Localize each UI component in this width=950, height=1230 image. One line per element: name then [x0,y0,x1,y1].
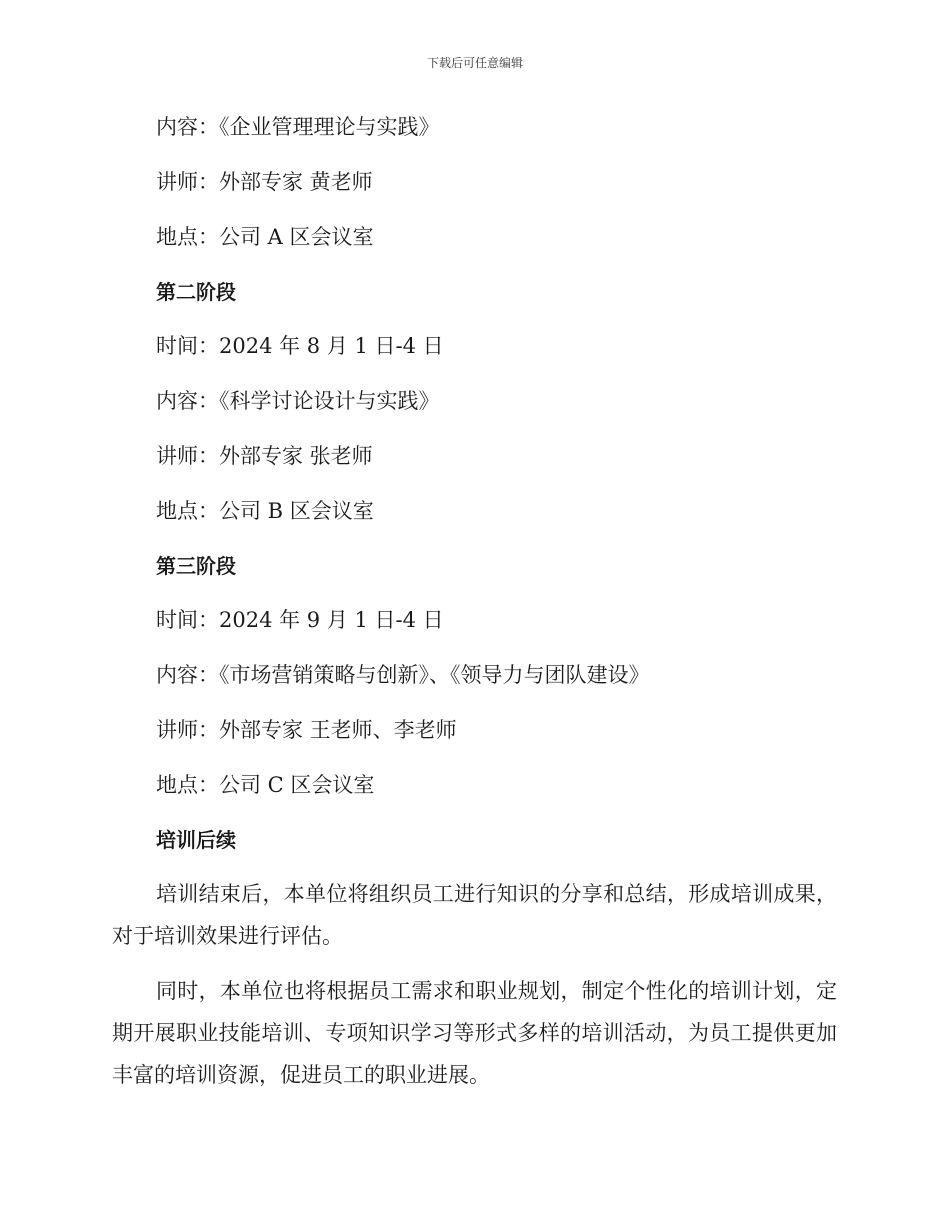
followup-paragraph-2: 同时，本单位也将根据员工需求和职业规划，制定个性化的培训计划，定期开展职业技能培训、专项知识学习等形式多样的培训活动，为员工提供更加丰富的培训资源，促进员工的职业进展。 [112,979,837,1087]
header-note: 下载后可任意编辑 [426,56,523,70]
stage2-time: 时间：2024 年 8 月 1 日-4 日 [156,334,444,358]
followup-paragraph-1: 培训结束后，本单位将组织员工进行知识的分享和总结，形成培训成果，对于培训效果进行评估。 [112,882,837,948]
stage3-lecturer: 讲师：外部专家 王老师、李老师 [156,718,457,742]
stage2-content: 内容：《科学讨论设计与实践》 [156,389,440,413]
stage3-time: 时间：2024 年 9 月 1 日-4 日 [156,608,444,632]
stage1-lecturer: 讲师：外部专家 黄老师 [156,170,373,194]
stage3-content: 内容：《市场营销策略与创新》、《领导力与团队建设》 [156,663,650,687]
followup-heading: 培训后续 [156,828,236,852]
stage2-location: 地点：公司 B 区会议室 [156,499,374,523]
stage1-location: 地点：公司 A 区会议室 [156,225,374,249]
stage3-heading: 第三阶段 [156,554,236,578]
stage1-content: 内容：《企业管理理论与实践》 [156,115,440,139]
stage3-location: 地点：公司 C 区会议室 [156,773,375,797]
stage2-lecturer: 讲师：外部专家 张老师 [156,444,373,468]
stage2-heading: 第二阶段 [156,280,236,304]
